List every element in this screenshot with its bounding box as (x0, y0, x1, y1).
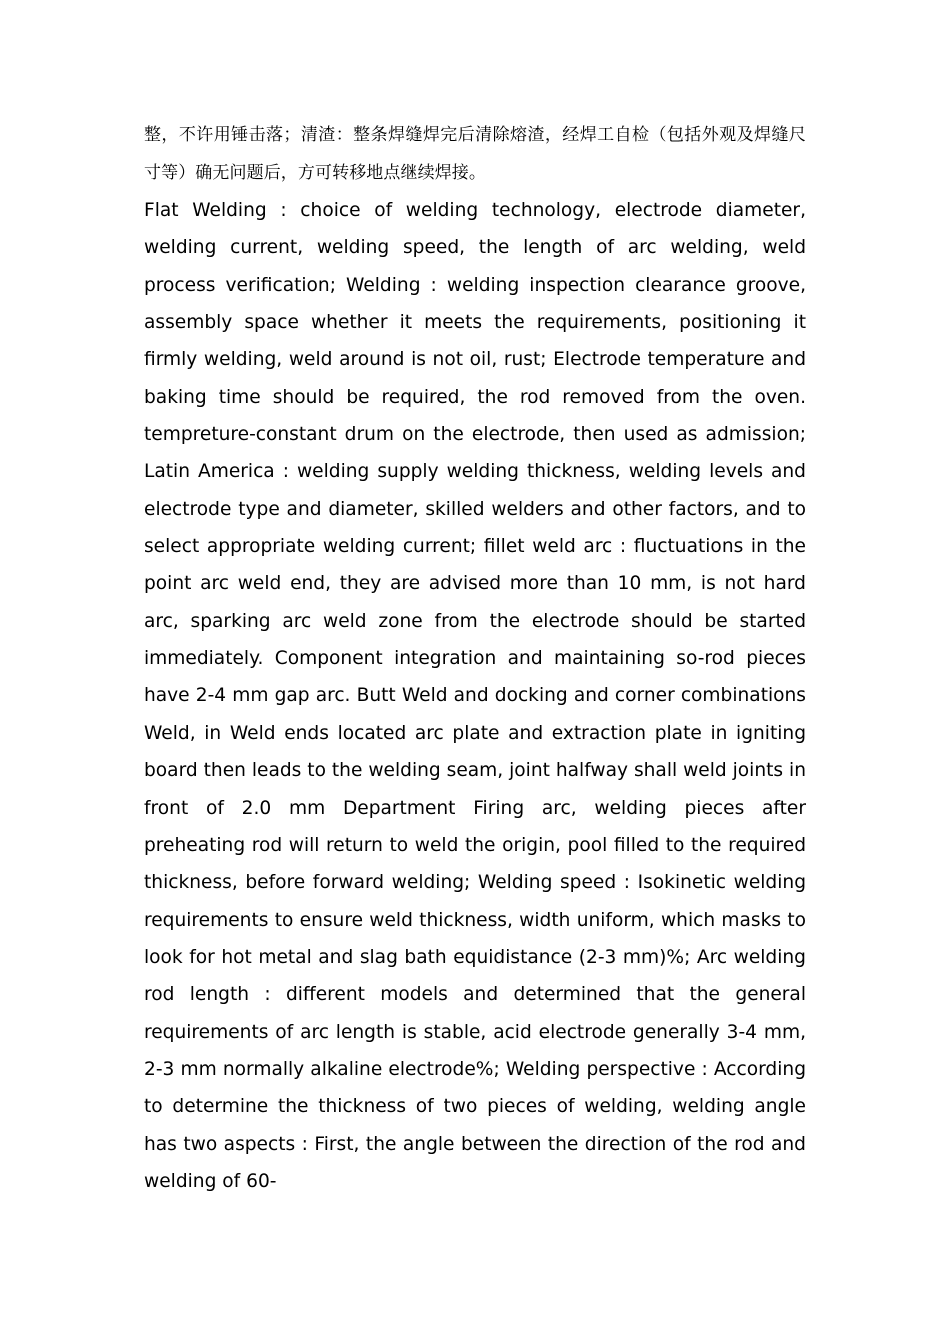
english-paragraph: Flat Welding : choice of welding technology, electrode diameter, welding current, welding speed, the length of arc welding, weld process verification; Welding : welding inspection clearance groove, assembly space whether it meets the requirements, positioning it firmly welding, weld around is not oil, rust; Electrode temperature and baking time should be required, the rod removed from the oven. tempreture-constant drum on the electrode, then used as admission; Latin America : welding supply welding thickness, welding levels and electrode type and diameter, skilled welders and other factors, and to select appropriate welding current; fillet weld arc : fluctuations in the point arc weld end, they are advised more than 10 mm, is not hard arc, sparking arc weld zone from the electrode should be started immediately. Component integration and maintaining so-rod pieces have 2-4 mm gap arc. Butt Weld and docking and corner combinations Weld, in Weld ends located arc plate and extraction plate in igniting board then leads to the welding seam, joint halfway shall weld joints in front of 2.0 mm Department Firing arc, welding pieces after preheating rod will return to weld the origin, pool filled to the required thickness, before forward welding; Welding speed : Isokinetic welding requirements to ensure weld thickness, width uniform, which masks to look for hot metal and slag bath equidistance (2-3 mm)%; Arc welding rod length : different models and determined that the general requirements of arc length is stable, acid electrode generally 3-4 mm, 2-3 mm normally alkaline electrode%; Welding perspective : According to determine the thickness of two pieces of welding, welding angle has two aspects : First, the angle between the direction of the rod and welding of 60- (144, 200, 806, 1192)
chinese-paragraph: 整，不许用锤击落；清渣：整条焊缝焊完后清除熔渣，经焊工自检（包括外观及焊缝尺寸等）确无问题后，方可转移地点继续焊接。 (144, 125, 806, 183)
